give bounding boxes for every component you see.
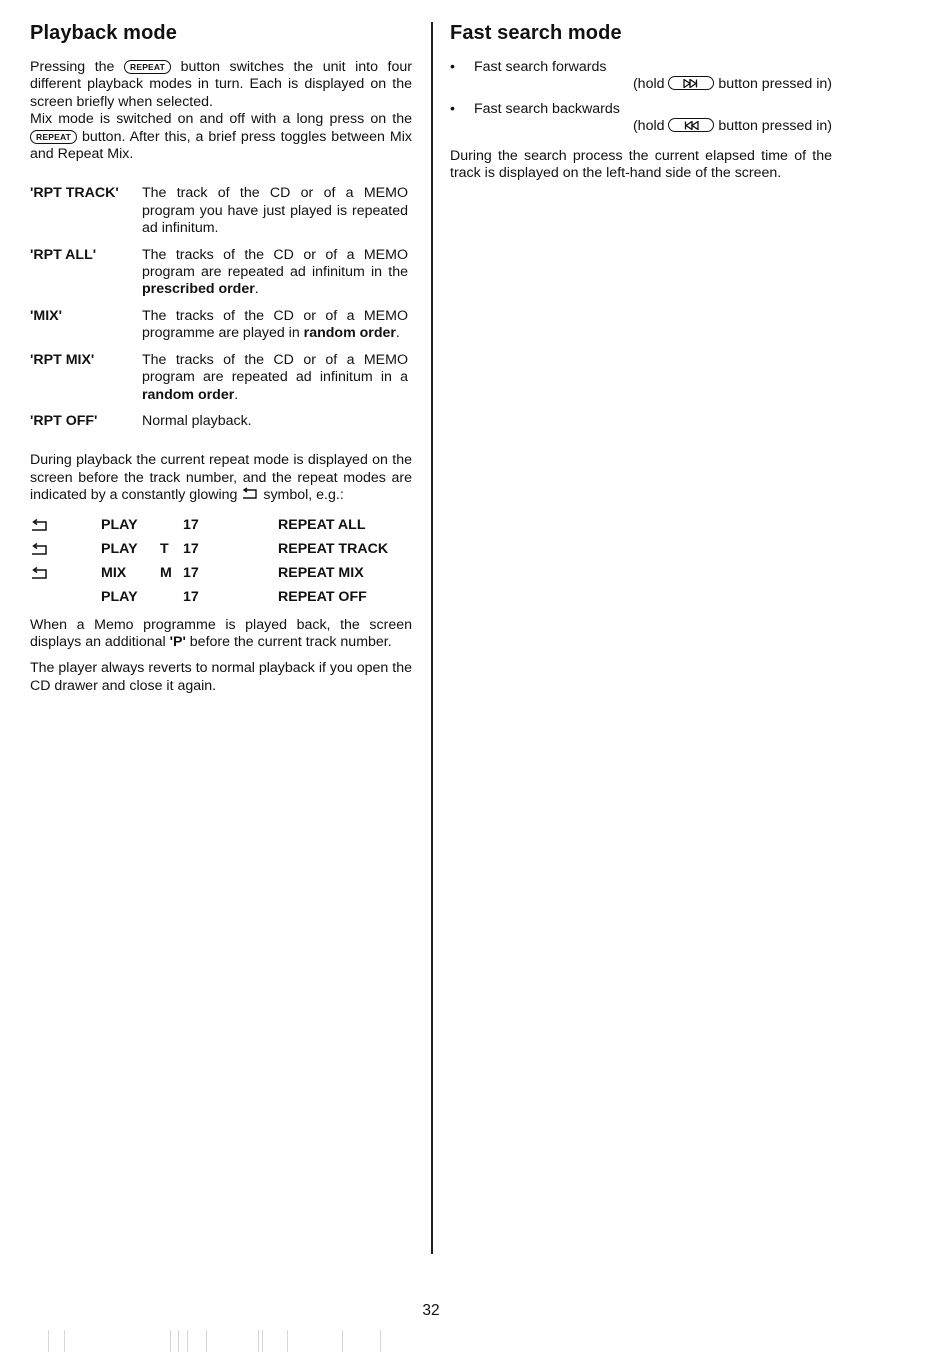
- mode-key: 'RPT TRACK': [30, 185, 119, 202]
- repeat-loop-icon: [30, 543, 50, 562]
- reverts-paragraph: The player always reverts to normal playback if you open the CD drawer and close it again.: [30, 660, 412, 694]
- repeat-loop-icon: [30, 519, 50, 538]
- column-divider: [431, 22, 433, 1254]
- repeat-loop-icon: [241, 487, 259, 506]
- mode-desc: The track of the CD or of a MEMO program you have just played is repeated ad infinitum.: [142, 185, 408, 237]
- mode-key: 'RPT MIX': [30, 351, 95, 368]
- mode-desc: Normal playback.: [142, 412, 252, 429]
- memo-paragraph: When a Memo programme is played back, the screen displays an additional 'P' before the current track number.: [30, 616, 412, 650]
- list-item: • Fast search backwards (hold button pressed in): [450, 100, 832, 135]
- mode-desc: The tracks of the CD or of a MEMO program are repeated ad infinitum in the prescribed order.: [142, 246, 408, 298]
- mode-desc: The tracks of the CD or of a MEMO programme are played in random order.: [142, 307, 408, 342]
- fast-search-heading: Fast search mode: [450, 22, 622, 44]
- right-column: [450, 20, 832, 182]
- mode-list: [30, 185, 412, 430]
- fast-forward-icon: [668, 76, 714, 90]
- display-row: PLAY 17 REPEAT OFF: [101, 588, 367, 605]
- display-row: PLAY T 17 REPEAT TRACK: [30, 541, 412, 565]
- intro-paragraph: Pressing the REPEAT button switches the unit into four different playback modes in turn. Each is displayed on the screen briefly when selected. Mix mode is switched on and off with a long press on the REPEAT button. After this, a brief press toggles between Mix and Repeat Mix.: [30, 59, 412, 163]
- page-number: 32: [422, 1302, 440, 1319]
- mode-desc: The tracks of the CD or of a MEMO program are repeated ad infinitum in a random order.: [142, 351, 408, 403]
- mode-key: 'MIX': [30, 307, 62, 324]
- display-row: MIX M 17 REPEAT MIX: [30, 565, 412, 589]
- search-note: During the search process the current elapsed time of the track is displayed on the left-hand side of the screen.: [450, 147, 832, 182]
- mode-key: 'RPT ALL': [30, 246, 97, 263]
- scan-artifacts: [44, 1330, 424, 1352]
- search-list: [450, 59, 832, 136]
- display-row: PLAY 17 REPEAT ALL: [30, 517, 412, 541]
- mode-mix: [30, 308, 412, 343]
- mode-key: 'RPT OFF': [30, 412, 98, 429]
- mode-rpt-track: [30, 185, 412, 237]
- repeat-button-icon: REPEAT: [30, 130, 77, 144]
- list-item: • Fast search forwards (hold button pressed in): [450, 59, 832, 93]
- playback-mode-heading: Playback mode: [30, 22, 177, 44]
- during-playback-paragraph: During playback the current repeat mode is displayed on the screen before the track number, and the repeat modes are indicated by a constantly glowing symbol, e.g.:: [30, 452, 412, 506]
- rewind-icon: [668, 118, 714, 132]
- mode-rpt-off: [30, 413, 412, 430]
- left-column: [30, 20, 412, 695]
- mode-rpt-all: [30, 247, 412, 299]
- repeat-loop-icon: [30, 567, 50, 586]
- display-examples: [30, 517, 412, 613]
- mode-rpt-mix: [30, 352, 412, 404]
- repeat-button-icon: REPEAT: [124, 60, 171, 74]
